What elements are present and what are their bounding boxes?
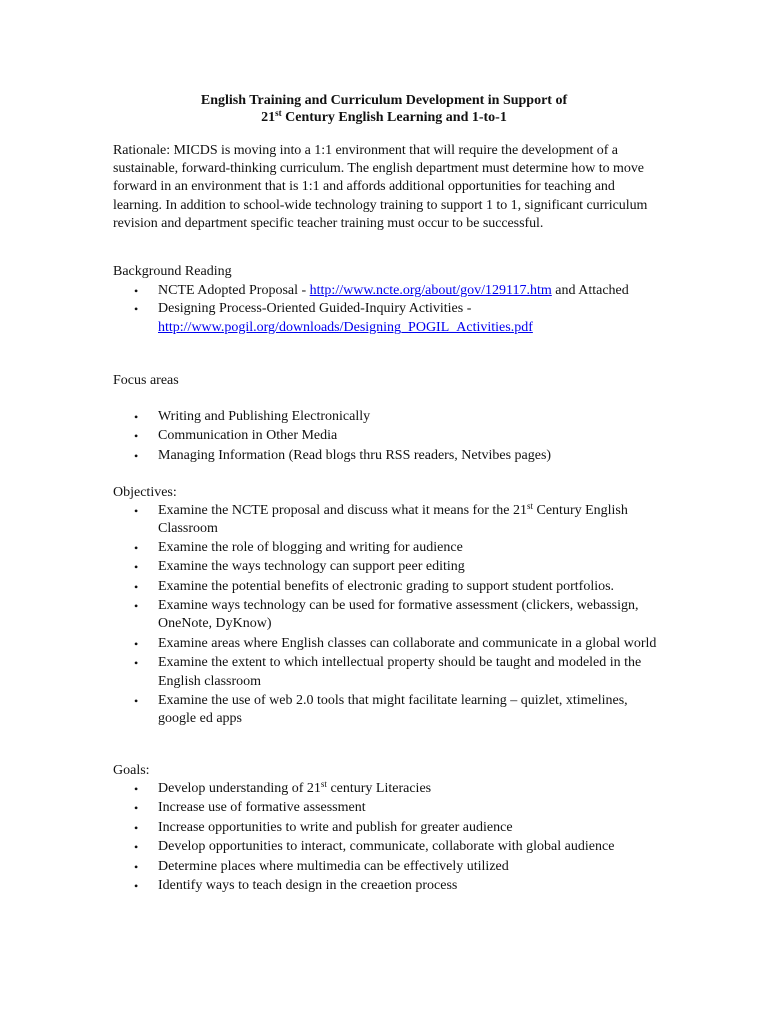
item-superscript: st xyxy=(320,779,327,789)
item-text: century Literacies xyxy=(326,781,432,796)
item-text: Writing and Publishing Electronically xyxy=(158,409,371,424)
list-item xyxy=(113,578,658,596)
item-text: Develop opportunities to interact, communicate, collaborate with global audience xyxy=(158,839,615,855)
title-number: 21 xyxy=(261,110,276,125)
bullet-icon: • xyxy=(134,410,139,424)
item-text: Increase use of formative assessment xyxy=(158,800,366,816)
item-text: Managing Information (Read blogs thru RSS readers, Netvibes pages) xyxy=(158,447,552,463)
bullet-icon: • xyxy=(134,859,139,874)
bullet-icon: • xyxy=(134,599,139,614)
bullet-icon: • xyxy=(134,820,139,835)
item-text: Increase opportunities to write and publish for greater audience xyxy=(158,819,513,835)
bullet-icon: • xyxy=(134,540,139,555)
focus-areas-list xyxy=(113,408,658,465)
list-item xyxy=(113,692,658,729)
bullet-icon: • xyxy=(134,448,139,463)
background-reading-heading: Background Reading xyxy=(113,264,232,279)
bullet-icon: • xyxy=(134,782,139,796)
list-item xyxy=(113,635,658,653)
item-text: Identify ways to teach design in the creaetion process xyxy=(158,878,458,894)
document-title-line-2 xyxy=(0,110,768,126)
list-item xyxy=(113,838,658,856)
bullet-icon: • xyxy=(134,801,139,816)
rationale-paragraph: Rationale: MICDS is moving into a 1:1 environment that will require the development of a sustainable, forward-thinking curriculum. The english department must determine how to move forward in an environment that is 1:1 and affords additional opportunities for teaching and learning. In addition to school-wide technology training to support 1 to 1, significant curriculum revision and department specific teacher training must occur to be successful. xyxy=(113,143,648,231)
bullet-icon: • xyxy=(134,694,139,709)
item-text: Century English Classroom xyxy=(158,503,628,537)
list-item xyxy=(113,300,658,337)
goals-list xyxy=(113,780,658,895)
title-superscript: st xyxy=(275,108,282,118)
bullet-icon: • xyxy=(134,560,139,575)
list-item xyxy=(113,539,658,557)
item-text: NCTE Adopted Proposal - xyxy=(158,283,310,298)
list-item xyxy=(113,558,658,576)
list-item xyxy=(113,819,658,837)
title-text: English Training and Curriculum Development in Support of xyxy=(200,93,568,108)
item-text: Examine the use of web 2.0 tools that might facilitate learning – quizlet, xtimelines, google ed apps xyxy=(158,693,628,727)
item-text: Examine ways technology can be used for formative assessment (clickers, webassign, OneNote, DyKnow) xyxy=(158,598,639,632)
bullet-icon: • xyxy=(134,504,139,518)
pogil-activities-link[interactable]: http://www.pogil.org/downloads/Designing_POGIL_Activities.pdf xyxy=(158,319,533,335)
list-item xyxy=(113,408,658,426)
list-item xyxy=(113,502,658,539)
bullet-icon: • xyxy=(134,636,139,651)
bullet-icon: • xyxy=(134,579,139,594)
item-text: Examine the role of blogging and writing for audience xyxy=(158,539,463,555)
list-item xyxy=(113,858,658,876)
objectives-heading: Objectives: xyxy=(113,485,177,500)
bullet-icon: • xyxy=(134,879,139,894)
list-item xyxy=(113,799,658,817)
bullet-icon: • xyxy=(134,840,139,855)
list-item xyxy=(113,654,658,691)
item-text: Determine places where multimedia can be effectively utilized xyxy=(158,858,509,874)
item-text: Examine the potential benefits of electronic grading to support student portfolios. xyxy=(158,578,615,594)
list-item xyxy=(113,877,658,895)
bullet-icon: • xyxy=(134,284,139,298)
ncte-proposal-link[interactable]: http://www.ncte.org/about/gov/129117.htm xyxy=(309,283,552,298)
bullet-icon: • xyxy=(134,656,139,671)
item-superscript: st xyxy=(526,501,533,511)
list-item xyxy=(113,597,658,634)
list-item xyxy=(113,282,658,300)
focus-areas-heading: Focus areas xyxy=(113,373,179,388)
item-text: Communication in Other Media xyxy=(158,428,338,444)
background-reading-list xyxy=(113,282,658,337)
bullet-icon: • xyxy=(134,302,139,317)
title-text: Century English Learning and 1-to-1 xyxy=(281,110,507,125)
item-text: Develop understanding of 21 xyxy=(158,781,321,796)
item-text: Examine the NCTE proposal and discuss what it means for the 21 xyxy=(158,503,527,518)
list-item xyxy=(113,447,658,465)
list-item xyxy=(113,780,658,798)
item-text: Examine areas where English classes can collaborate and communicate in a global world xyxy=(158,635,657,651)
item-text: Examine the ways technology can support peer editing xyxy=(158,559,465,575)
item-text: Designing Process-Oriented Guided-Inquiry Activities - xyxy=(158,301,472,317)
item-text: Examine the extent to which intellectual property should be taught and modeled in the English classroom xyxy=(158,655,642,689)
bullet-icon: • xyxy=(134,429,139,444)
goals-heading: Goals: xyxy=(113,763,150,778)
document-title-line-1 xyxy=(0,93,768,109)
item-text: and Attached xyxy=(551,283,629,298)
list-item xyxy=(113,427,658,445)
objectives-list xyxy=(113,502,658,729)
